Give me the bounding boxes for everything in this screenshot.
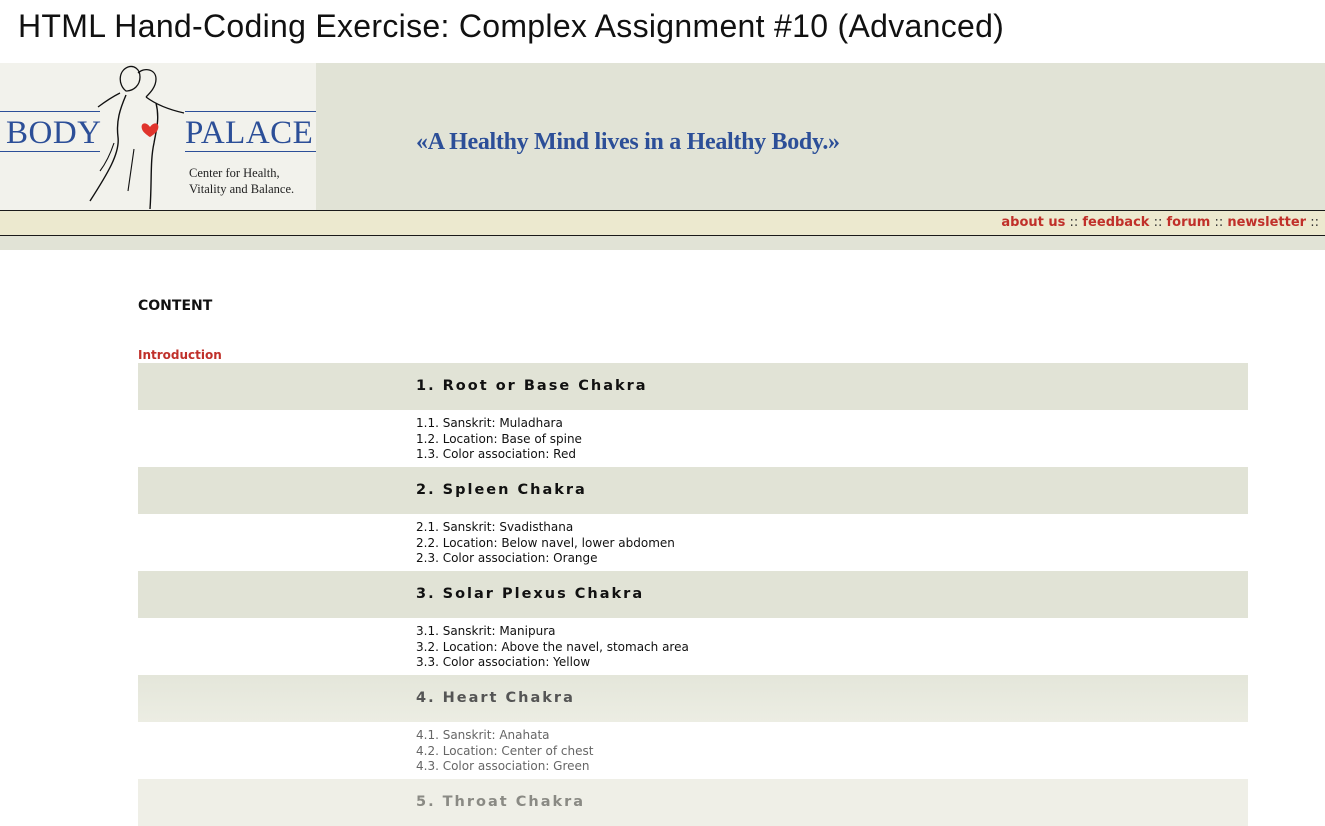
nav-link-feedback[interactable]: feedback — [1082, 215, 1150, 230]
section-title: 4. Heart Chakra — [416, 690, 575, 706]
list-item: 2.1. Sanskrit: Svadisthana — [416, 520, 574, 534]
header-banner — [0, 63, 1325, 210]
section-title: 3. Solar Plexus Chakra — [416, 586, 645, 602]
section-title-bar — [138, 363, 1248, 410]
nav-bar — [0, 210, 1325, 236]
nav-links — [1001, 215, 1319, 230]
nav-separator: :: — [1214, 215, 1224, 230]
section-title: 5. Throat Chakra — [416, 794, 586, 810]
section-title-bar — [138, 467, 1248, 514]
section-details — [138, 410, 1248, 467]
banner-quote: «A Healthy Mind lives in a Healthy Body.» — [416, 129, 840, 155]
page-title: HTML Hand-Coding Exercise: Complex Assignment #10 (Advanced) — [18, 8, 1005, 44]
list-item: 1.1. Sanskrit: Muladhara — [416, 416, 563, 430]
nav-separator: :: — [1069, 215, 1079, 230]
chakra-section-4 — [138, 675, 1248, 779]
section-title: 2. Spleen Chakra — [416, 482, 587, 498]
logo-tagline: Center for Health, Vitality and Balance. — [189, 166, 295, 196]
section-title-bar — [138, 675, 1248, 722]
list-item: 3.2. Location: Above the navel, stomach area — [416, 639, 689, 654]
section-title-bar — [138, 779, 1248, 826]
logo-word-palace: PALACE — [185, 115, 314, 151]
list-item: 2.3. Color association: Orange — [416, 551, 598, 566]
list-item: 1.2. Location: Base of spine — [416, 431, 582, 446]
logo-word-body: BODY — [6, 115, 102, 151]
section-title-bar — [138, 571, 1248, 618]
nav-under-strip — [0, 236, 1325, 250]
nav-link-about-us[interactable]: about us — [1001, 215, 1066, 230]
list-item: 4.3. Color association: Green — [416, 759, 590, 774]
list-item: 3.3. Color association: Yellow — [416, 655, 591, 670]
content-heading: CONTENT — [138, 298, 213, 314]
section-title: 1. Root or Base Chakra — [416, 378, 648, 394]
chakra-section-3 — [138, 571, 1248, 675]
chakra-section-1 — [138, 363, 1248, 467]
list-item: 3.1. Sanskrit: Manipura — [416, 624, 556, 638]
nav-link-forum[interactable]: forum — [1166, 215, 1211, 230]
list-item: 4.2. Location: Center of chest — [416, 743, 594, 758]
list-item: 4.1. Sanskrit: Anahata — [416, 728, 550, 742]
list-item: 2.2. Location: Below navel, lower abdomen — [416, 535, 675, 550]
logo — [0, 63, 316, 210]
introduction-link[interactable]: Introduction — [138, 348, 222, 362]
chakra-section-2 — [138, 467, 1248, 571]
list-item: 1.3. Color association: Red — [416, 447, 576, 462]
nav-separator: :: — [1153, 215, 1163, 230]
nav-separator: :: — [1310, 215, 1319, 230]
nav-link-newsletter[interactable]: newsletter — [1227, 215, 1307, 230]
chakra-list — [138, 363, 1248, 826]
chakra-section-5 — [138, 779, 1248, 826]
section-details — [138, 514, 1248, 571]
section-details — [138, 722, 1248, 779]
section-details — [138, 618, 1248, 675]
